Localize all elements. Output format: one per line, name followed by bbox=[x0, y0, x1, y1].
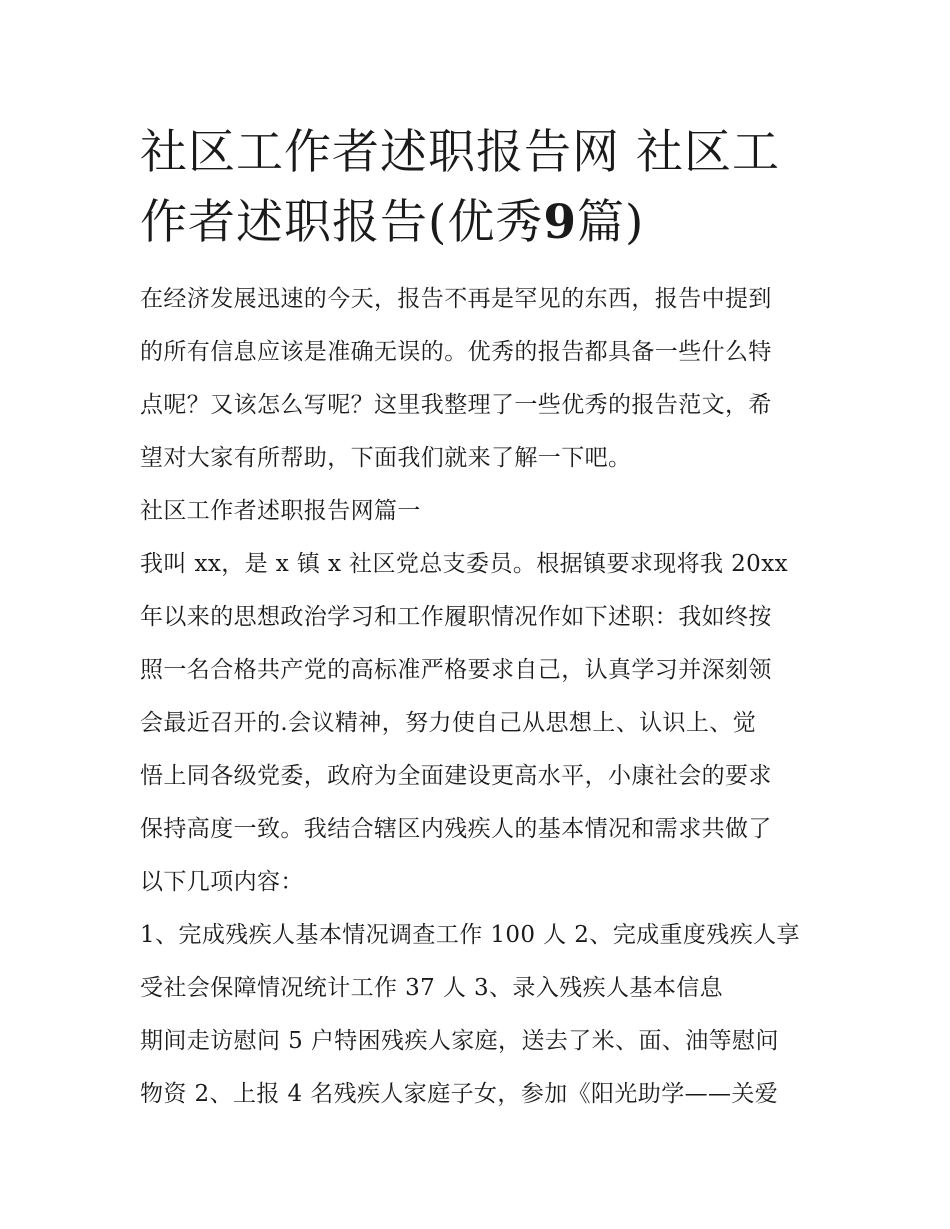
title-line-2-number: 9 bbox=[543, 195, 578, 250]
body-line: 1、完成残疾人基本情况调查工作 100 人 2、完成重度残疾人享 bbox=[140, 922, 800, 948]
body-line: 我叫 xx，是 x 镇 x 社区党总支委员。根据镇要求现将我 20xx bbox=[140, 551, 788, 577]
body-line: 物资 2、上报 4 名残疾人家庭子女，参加《阳光助学——关爱 bbox=[140, 1081, 779, 1107]
body-line: 期间走访慰问 5 户特困残疾人家庭，送去了米、面、油等慰问 bbox=[140, 1028, 779, 1054]
title-line-2 bbox=[140, 188, 830, 258]
body-line: 年以来的思想政治学习和工作履职情况作如下述职：我如终按 bbox=[140, 604, 772, 630]
title-line-1: 社区工作者述职报告网 社区工 bbox=[140, 125, 780, 180]
title-line-2-text: 作者述职报告(优秀 bbox=[140, 195, 544, 250]
body-line: 照一名合格共产党的高标准严格要求自己，认真学习并深刻领 bbox=[140, 657, 772, 683]
body-line: 以下几项内容： bbox=[140, 869, 304, 895]
body-line: 保持高度一致。我结合辖区内残疾人的基本情况和需求共做了 bbox=[140, 816, 772, 842]
body-line: 望对大家有所帮助，下面我们就来了解一下吧。 bbox=[140, 445, 632, 471]
body-line: 的所有信息应该是准确无误的。优秀的报告都具备一些什么特 bbox=[140, 339, 772, 365]
body-line: 点呢？又该怎么写呢？这里我整理了一些优秀的报告范文，希 bbox=[140, 392, 772, 418]
body-line: 在经济发展迅速的今天，报告不再是罕见的东西，报告中提到 bbox=[140, 286, 772, 312]
document-body bbox=[140, 273, 830, 1121]
document-title bbox=[140, 118, 830, 258]
section-heading: 社区工作者述职报告网篇一 bbox=[140, 498, 421, 524]
title-line-2-suffix: 篇) bbox=[577, 195, 645, 250]
body-line: 会最近召开的.会议精神，努力使自己从思想上、认识上、觉 bbox=[140, 710, 757, 736]
body-line: 受社会保障情况统计工作 37 人 3、录入残疾人基本信息 bbox=[140, 975, 724, 1001]
body-line: 悟上同各级党委，政府为全面建设更高水平，小康社会的要求 bbox=[140, 763, 772, 789]
